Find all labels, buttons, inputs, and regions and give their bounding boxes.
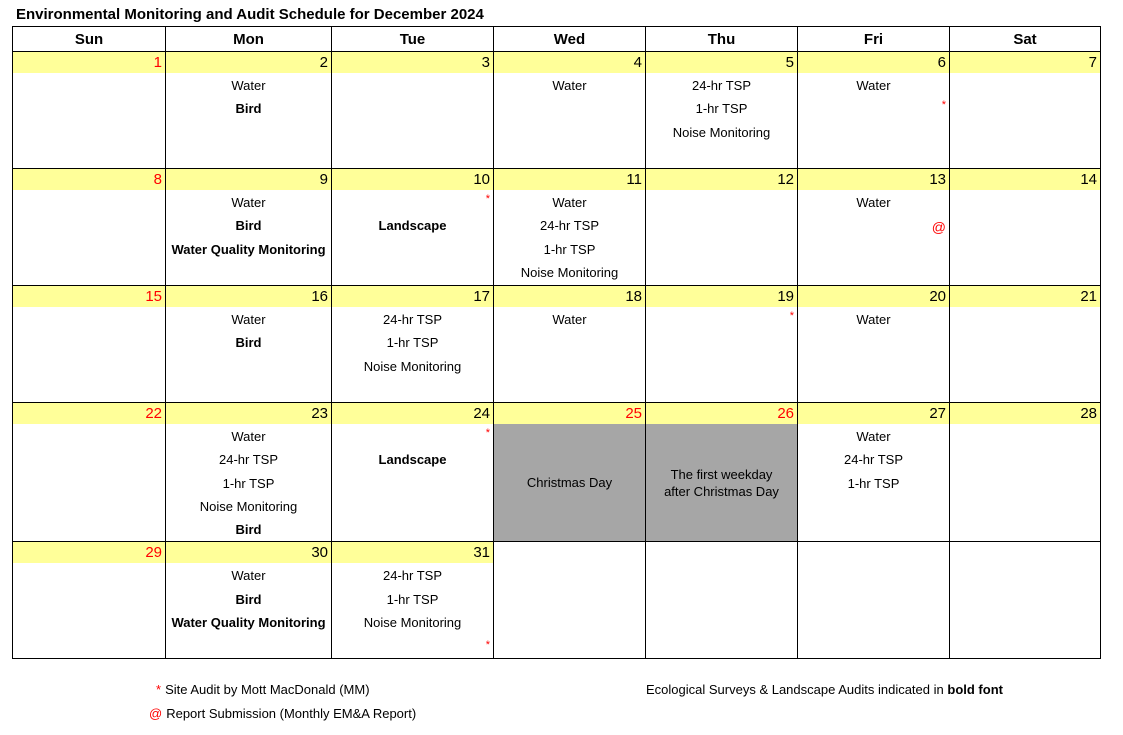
legend-audit-text: Site Audit by Mott MacDonald (MM)	[165, 682, 370, 697]
activity-item: Water	[231, 429, 266, 444]
activity-item: Water	[552, 312, 587, 327]
week-row	[13, 286, 1101, 403]
activity-item: 24-hr TSP	[382, 312, 442, 327]
weekday-header-row	[13, 27, 1101, 52]
date-number: 19	[646, 286, 797, 307]
activity-list	[950, 190, 1100, 191]
activity-item: Water Quality Monitoring	[171, 615, 326, 631]
date-number: 14	[950, 169, 1100, 190]
weekday-header: Thu	[646, 27, 798, 52]
date-number	[494, 542, 645, 563]
day-cell	[166, 52, 332, 169]
empty-day-cell	[646, 542, 798, 659]
activity-item: Landscape	[378, 218, 447, 234]
day-cell	[166, 169, 332, 286]
day-cell	[798, 286, 950, 403]
activity-list	[494, 563, 645, 564]
audit-marker-icon: *	[156, 682, 162, 697]
date-number: 3	[332, 52, 493, 73]
empty-day-cell	[494, 542, 646, 659]
day-cell	[13, 403, 166, 542]
site-audit-marker-icon: *	[941, 99, 946, 111]
date-number: 26	[646, 403, 797, 424]
calendar-grid	[12, 26, 1101, 659]
activity-item: 1-hr TSP	[847, 475, 900, 491]
activity-list	[646, 307, 797, 308]
date-number: 4	[494, 52, 645, 73]
activity-list	[950, 307, 1100, 308]
date-number: 27	[798, 403, 949, 424]
activity-item: Noise Monitoring	[672, 124, 771, 140]
activity-list	[798, 190, 949, 214]
day-cell	[646, 52, 798, 169]
activity-item: Landscape	[378, 452, 447, 468]
date-number: 10	[332, 169, 493, 190]
activity-item: Water	[552, 78, 587, 93]
date-number: 28	[950, 403, 1100, 424]
site-audit-marker-icon: *	[485, 639, 490, 652]
activity-item: Water	[856, 429, 891, 444]
day-cell	[950, 403, 1101, 542]
day-cell	[13, 286, 166, 403]
activity-list	[494, 307, 645, 331]
activity-list	[13, 190, 165, 191]
holiday-label: The first weekday after Christmas Day	[646, 424, 797, 541]
day-cell	[798, 52, 950, 169]
day-cell	[950, 169, 1101, 286]
date-number: 15	[13, 286, 165, 307]
legend-bold-note	[646, 682, 1003, 697]
day-cell	[494, 286, 646, 403]
date-number: 1	[13, 52, 165, 73]
activity-item: 1-hr TSP	[695, 101, 748, 117]
activity-list	[798, 563, 949, 564]
activity-list	[646, 190, 797, 191]
activity-item: 1-hr TSP	[386, 591, 439, 607]
day-cell	[494, 52, 646, 169]
date-number: 17	[332, 286, 493, 307]
date-number: 8	[13, 169, 165, 190]
activity-list	[798, 73, 949, 97]
activity-item: Water	[856, 195, 891, 210]
date-number: 23	[166, 403, 331, 424]
site-audit-marker-icon: *	[485, 193, 490, 205]
activity-item: Noise Monitoring	[363, 615, 462, 631]
day-cell	[494, 169, 646, 286]
activity-item: Noise Monitoring	[363, 358, 462, 374]
activity-list	[13, 424, 165, 425]
activity-list	[332, 73, 493, 74]
weekday-header: Wed	[494, 27, 646, 52]
weekday-header: Fri	[798, 27, 950, 52]
weekday-header: Tue	[332, 27, 494, 52]
legend-report	[149, 706, 416, 721]
date-number: 25	[494, 403, 645, 424]
date-number: 20	[798, 286, 949, 307]
legend-report-text: Report Submission (Monthly EM&A Report)	[166, 706, 417, 721]
empty-day-cell	[950, 542, 1101, 659]
day-cell	[166, 286, 332, 403]
day-cell	[798, 403, 950, 542]
date-number: 11	[494, 169, 645, 190]
activity-list	[166, 307, 331, 355]
day-cell	[332, 542, 494, 659]
day-cell	[646, 286, 798, 403]
activity-item: Water	[856, 312, 891, 327]
activity-item: Water Quality Monitoring	[171, 241, 326, 257]
legend-note-bold: bold font	[947, 682, 1003, 697]
activity-list	[950, 563, 1100, 564]
activity-list	[332, 563, 493, 634]
activity-item: Water	[856, 78, 891, 93]
holiday-cell	[646, 403, 798, 542]
date-number: 24	[332, 403, 493, 424]
day-cell	[166, 542, 332, 659]
legend-note-text: Ecological Surveys & Landscape Audits indicated in	[646, 682, 944, 697]
activity-list	[950, 73, 1100, 74]
day-cell	[798, 169, 950, 286]
activity-item	[332, 191, 493, 214]
report-marker-icon: @	[149, 706, 163, 721]
date-number: 21	[950, 286, 1100, 307]
week-row	[13, 52, 1101, 169]
activity-list	[13, 73, 165, 74]
activity-item: Noise Monitoring	[199, 498, 298, 514]
activity-list	[950, 424, 1100, 425]
activity-item: 1-hr TSP	[222, 475, 275, 491]
date-number	[798, 542, 949, 563]
activity-list	[13, 563, 165, 564]
date-number: 12	[646, 169, 797, 190]
activity-item: 24-hr TSP	[218, 452, 278, 468]
day-cell	[13, 542, 166, 659]
date-number: 2	[166, 52, 331, 73]
day-cell	[166, 403, 332, 542]
day-cell	[13, 52, 166, 169]
activity-item: Bird	[235, 522, 262, 538]
activity-list	[166, 73, 331, 121]
activity-item: Bird	[235, 335, 262, 351]
date-number: 30	[166, 542, 331, 563]
activity-item: Water	[231, 78, 266, 93]
activity-item: 24-hr TSP	[843, 452, 903, 468]
activity-item: Bird	[235, 101, 262, 117]
holiday-label: Christmas Day	[494, 424, 645, 541]
activity-list	[166, 190, 331, 261]
activity-item: 24-hr TSP	[691, 78, 751, 93]
activity-list	[646, 73, 797, 144]
holiday-cell	[494, 403, 646, 542]
activity-list	[798, 424, 949, 495]
day-cell	[950, 52, 1101, 169]
activity-list	[13, 307, 165, 308]
date-number: 22	[13, 403, 165, 424]
empty-day-cell	[798, 542, 950, 659]
page-title: Environmental Monitoring and Audit Schedule for December 2024	[16, 6, 484, 23]
date-number: 16	[166, 286, 331, 307]
date-number	[950, 542, 1100, 563]
activity-list	[332, 307, 493, 378]
legend-audit	[156, 682, 370, 697]
activity-item: Bird	[235, 218, 262, 234]
date-number: 29	[13, 542, 165, 563]
day-cell	[13, 169, 166, 286]
activity-list	[494, 73, 645, 97]
activity-item: 24-hr TSP	[539, 218, 599, 234]
date-number: 18	[494, 286, 645, 307]
week-row	[13, 542, 1101, 659]
date-number: 7	[950, 52, 1100, 73]
site-audit-marker-icon: *	[485, 427, 490, 439]
date-number: 13	[798, 169, 949, 190]
activity-list	[332, 190, 493, 238]
activity-item: Noise Monitoring	[520, 264, 619, 280]
activity-list	[166, 563, 331, 634]
weekday-header: Mon	[166, 27, 332, 52]
activity-item: Water	[231, 568, 266, 584]
activity-list	[494, 190, 645, 284]
day-cell	[646, 169, 798, 286]
date-number: 5	[646, 52, 797, 73]
day-cell	[332, 169, 494, 286]
date-number: 31	[332, 542, 493, 563]
day-cell	[332, 403, 494, 542]
date-number: 9	[166, 169, 331, 190]
week-row	[13, 169, 1101, 286]
week-row	[13, 403, 1101, 542]
activity-list	[646, 563, 797, 564]
activity-item: 1-hr TSP	[386, 335, 439, 351]
report-submission-marker-icon: @	[931, 219, 946, 235]
activity-item: 24-hr TSP	[382, 568, 442, 584]
weekday-header: Sat	[950, 27, 1101, 52]
activity-list	[332, 424, 493, 472]
activity-item: Water	[552, 195, 587, 210]
activity-item	[332, 425, 493, 448]
activity-item: Water	[231, 312, 266, 327]
weekday-header: Sun	[13, 27, 166, 52]
activity-list	[166, 424, 331, 541]
date-number	[646, 542, 797, 563]
date-number: 6	[798, 52, 949, 73]
day-cell	[950, 286, 1101, 403]
activity-item: Bird	[235, 591, 262, 607]
site-audit-marker-icon: *	[789, 310, 794, 322]
activity-item: Water	[231, 195, 266, 210]
activity-list	[798, 307, 949, 331]
day-cell	[332, 286, 494, 403]
activity-item: 1-hr TSP	[543, 241, 596, 257]
day-cell	[332, 52, 494, 169]
